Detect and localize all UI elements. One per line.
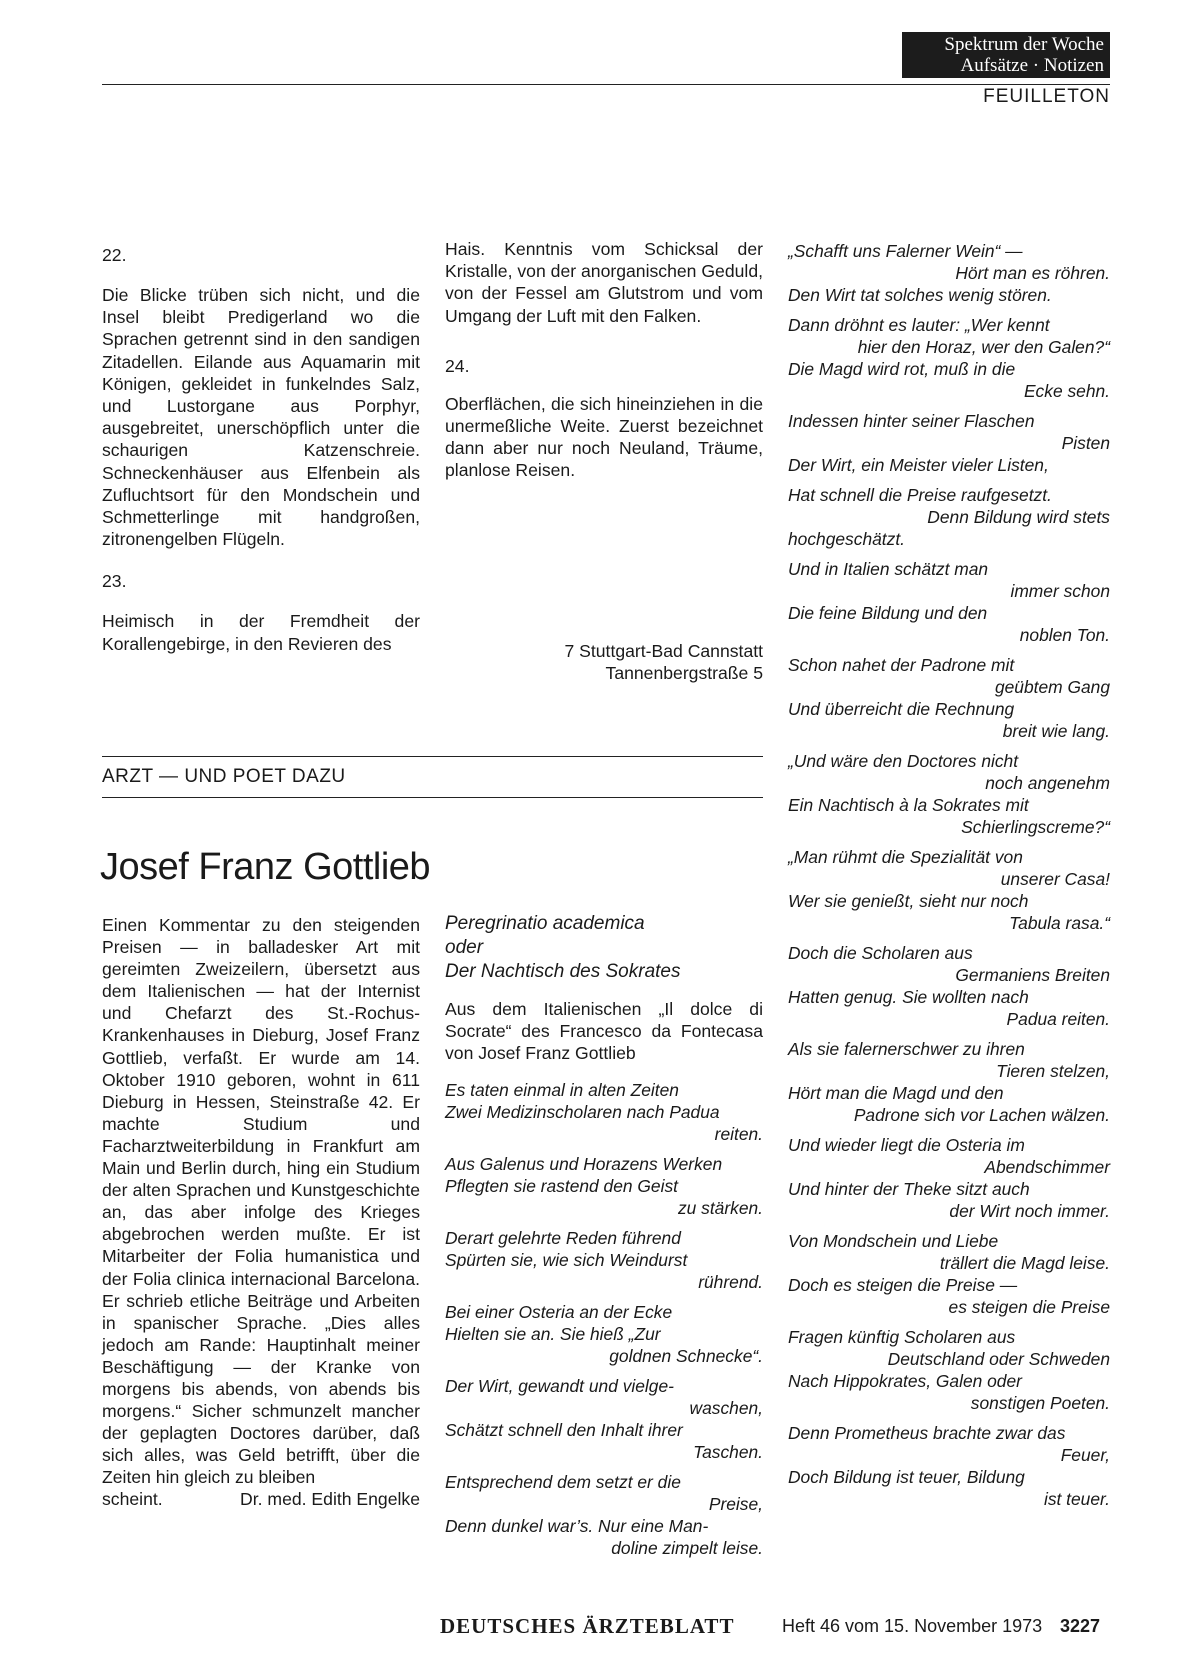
poem-line: waschen,	[689, 1397, 763, 1418]
poem-line: Von Mondschein und Liebe	[788, 1231, 999, 1251]
poem-line: Doch Bildung ist teuer, Bildung	[788, 1467, 1025, 1487]
poem-line: es steigen die Preise	[948, 1297, 1110, 1317]
poem-line: hochgeschätzt.	[788, 529, 905, 549]
article-body	[102, 914, 420, 1511]
poem-stanza	[445, 1301, 763, 1367]
category-label: FEUILLETON	[983, 86, 1110, 107]
poem-line: „Und wäre den Doctores nicht	[788, 751, 1019, 771]
article-body-text: Einen Kommentar zu den steigenden Preisen — in balladesker Art mit gereimten Zweizeilern, übersetzt aus dem Italienischen — hat der Internist und Chefarzt des St.-Rochus-Krankenhauses in Dieburg, Josef Franz Gottlieb, verfaßt. Er wurde am 14. Oktober 1910 geboren, wohnt in 611 Dieburg in Hessen, Steinstraße 42. Er machte Studium und Facharztweiterbildung in Frankfurt am Main und Berlin durch, hing ein Studium der alten Sprachen und Kunstgeschichte an, das aber infolge des Krieges abgebrochen werden mußte. Er ist Mitarbeiter der Folia humanistica und der Folia clinica internacional Barcelona. Er schrieb etliche Beiträge und Arbeiten in spanischer Sprache. „Dies alles jedoch am Rande: Hauptinhalt meiner Beschäftigung — der Kranke von morgens bis abends, von abends bis morgens.“ Sicher schmunzelt mancher der geplagten Doctores darüber, daß sich alles, was Geld betrifft, über die Zeiten hin gleich zu bleiben	[102, 915, 420, 1488]
poem-line: ist teuer.	[1043, 1489, 1110, 1509]
poem-stanza	[788, 484, 1110, 550]
address-line2: Tannenbergstraße 5	[605, 663, 763, 683]
poem-stanza	[788, 1038, 1110, 1126]
poem-line: Padrone sich vor Lachen wälzen.	[853, 1105, 1110, 1125]
poem-line: der Wirt noch immer.	[949, 1201, 1110, 1221]
author-address	[445, 640, 763, 684]
poem-stanza	[445, 1471, 763, 1559]
poem-line: Den Wirt tat solches wenig stören.	[788, 285, 1052, 305]
poem-stanza	[788, 558, 1110, 646]
poem-line: Ecke sehn.	[1023, 381, 1110, 401]
poem-stanza	[788, 654, 1110, 742]
poem-line: Indessen hinter seiner Flaschen	[788, 411, 1035, 431]
poem-line: Hielten sie an. Sie hieß „Zur	[445, 1323, 661, 1344]
poem-line: Germaniens Breiten	[955, 965, 1110, 985]
section-label-line1: Spektrum der Woche	[944, 34, 1104, 55]
poem-stanzas-col2	[445, 1079, 763, 1559]
poem-line: sonstigen Poeten.	[970, 1393, 1110, 1413]
poem-title-line1: Peregrinatio academica	[445, 913, 645, 934]
section-text-23-part1: Heimisch in der Fremdheit der Korallengebirge, in den Revieren des	[102, 611, 420, 654]
article-body-last-word: scheint.	[102, 1489, 163, 1510]
poem-stanza	[445, 1227, 763, 1293]
poem-line: Wer sie genießt, sieht nur noch	[788, 891, 1029, 911]
section-label	[902, 32, 1110, 78]
poem-line: „Schafft uns Falerner Wein“ —	[788, 241, 1023, 261]
prev-article-col2	[445, 238, 763, 482]
poem-line: hier den Horaz, wer den Galen?“	[857, 337, 1110, 357]
poem-line: Es taten einmal in alten Zeiten	[445, 1079, 679, 1100]
poem-line: Padua reiten.	[1006, 1009, 1110, 1029]
kicker-rule-bottom	[102, 797, 763, 798]
poem-line: Aus Galenus und Horazens Werken	[445, 1153, 723, 1174]
poem-line: Hat schnell die Preise raufgesetzt.	[788, 485, 1052, 505]
footer-page-number: 3227	[1060, 1616, 1101, 1636]
article-signature-row	[102, 1488, 420, 1510]
poem-line: immer schon	[1010, 581, 1110, 601]
poem-stanza	[788, 1134, 1110, 1222]
section-text-24: Oberflächen, die sich hineinziehen in die unermeßliche Weite. Zuerst bezeichnet dann aber nur noch Neuland, Träume, planlose Reisen.	[445, 393, 763, 481]
poem-stanza	[445, 1079, 763, 1145]
poem-line: Derart gelehrte Reden führend	[445, 1227, 681, 1248]
poem-stanza	[788, 1422, 1110, 1510]
poem-line: Und überreicht die Rechnung	[788, 699, 1015, 719]
poem-line: Preise,	[708, 1493, 763, 1514]
poem-title-line3: Der Nachtisch des Sokrates	[445, 961, 681, 982]
prev-article-col1	[102, 244, 420, 655]
poem-line: zu stärken.	[677, 1197, 763, 1218]
poem-stanzas-col3	[788, 240, 1110, 1518]
poem-line: geübtem Gang	[994, 677, 1110, 697]
article-author: Dr. med. Edith Engelke	[240, 1489, 420, 1510]
poem-line: Tabula rasa.“	[1009, 913, 1110, 933]
poem-line: Schierlingscreme?“	[961, 817, 1110, 837]
section-number-22: 22.	[102, 245, 127, 265]
poem-line: Bei einer Osteria an der Ecke	[445, 1301, 673, 1322]
poem-line: Schon nahet der Padrone mit	[788, 655, 1015, 675]
poem-stanza	[788, 1326, 1110, 1414]
poem-stanza	[788, 1230, 1110, 1318]
poem-stanza	[788, 942, 1110, 1030]
poem-line: Deutschland oder Schweden	[887, 1349, 1110, 1369]
poem-stanza	[788, 314, 1110, 402]
poem-line: rührend.	[698, 1271, 763, 1292]
poem-col2	[445, 912, 763, 1567]
poem-line: Dann dröhnt es lauter: „Wer kennt	[788, 315, 1050, 335]
section-number-24: 24.	[445, 355, 470, 376]
poem-source: Aus dem Italienischen „Il dolce di Socrate“ des Francesco da Fontecasa von Josef Franz Gottlieb	[445, 999, 763, 1064]
poem-line: Doch es steigen die Preise —	[788, 1275, 1018, 1295]
poem-line: Der Wirt, gewandt und vielge-	[445, 1375, 674, 1396]
poem-line: Und wieder liegt die Osteria im	[788, 1135, 1025, 1155]
poem-line: Schätzt schnell den Inhalt ihrer	[445, 1419, 683, 1440]
poem-line: Nach Hippokrates, Galen oder	[788, 1371, 1022, 1391]
poem-line: Tieren stelzen,	[996, 1061, 1110, 1081]
section-label-line2: Aufsätze · Notizen	[960, 55, 1104, 76]
poem-line: Die Magd wird rot, muß in die	[788, 359, 1016, 379]
poem-stanza	[788, 750, 1110, 838]
poem-line: Spürten sie, wie sich Weindurst	[445, 1249, 688, 1270]
poem-line: Pisten	[1061, 433, 1110, 453]
poem-line: goldnen Schnecke“.	[609, 1345, 763, 1366]
poem-line: Hört man die Magd und den	[788, 1083, 1004, 1103]
section-text-22: Die Blicke trüben sich nicht, und die Insel bleibt Predigerland wo die Sprachen getrennt sind in den sandigen Zitadellen. Eilande aus Aquamarin mit Königen, gekleidet in funkelndes Salz, und Lustorgane aus Porphyr, ausgebreitet, unerschöpflich unter die schaurigen Katzenschreie. Schneckenhäuser aus Elfenbein als Zufluchtsort für den Mondschein und Schmetterlinge mit handgroßen, zitronengelben Flügeln.	[102, 285, 420, 550]
header-rule	[102, 84, 1110, 85]
poem-line: doline zimpelt leise.	[611, 1537, 763, 1558]
poem-line: Der Wirt, ein Meister vieler Listen,	[788, 455, 1049, 475]
poem-line: „Man rühmt die Spezialität von	[788, 847, 1023, 867]
poem-line: Hatten genug. Sie wollten nach	[788, 987, 1029, 1007]
poem-stanza	[788, 410, 1110, 476]
footer-magazine: DEUTSCHES ÄRZTEBLATT	[440, 1614, 735, 1638]
poem-line: Abendschimmer	[984, 1157, 1110, 1177]
poem-line: Denn Bildung wird stets	[927, 507, 1110, 527]
poem-title-line2: oder	[445, 937, 484, 958]
poem-line: unserer Casa!	[1000, 869, 1110, 889]
poem-line: Und in Italien schätzt man	[788, 559, 989, 579]
poem-line: noblen Ton.	[1019, 625, 1110, 645]
poem-stanza	[445, 1153, 763, 1219]
poem-stanza	[788, 846, 1110, 934]
poem-line: Und hinter der Theke sitzt auch	[788, 1179, 1030, 1199]
poem-line: Entsprechend dem setzt er die	[445, 1471, 681, 1492]
poem-line: Denn dunkel war’s. Nur eine Man-	[445, 1515, 709, 1536]
poem-line: reiten.	[714, 1123, 763, 1144]
section-number-23: 23.	[102, 571, 127, 592]
poem-line: Hört man es röhren.	[955, 263, 1110, 283]
article-kicker: ARZT — UND POET DAZU	[102, 766, 346, 787]
poem-line: Doch die Scholaren aus	[788, 943, 973, 963]
poem-line: Als sie falernerschwer zu ihren	[788, 1039, 1025, 1059]
poem-line: Denn Prometheus brachte zwar das	[788, 1423, 1066, 1443]
poem-line: Die feine Bildung und den	[788, 603, 988, 623]
poem-line: Ein Nachtisch à la Sokrates mit	[788, 795, 1029, 815]
poem-line: Taschen.	[693, 1441, 763, 1462]
poem-line: noch angenehm	[985, 773, 1110, 793]
poem-line: breit wie lang.	[1002, 721, 1110, 741]
article-title: Josef Franz Gottlieb	[100, 846, 431, 888]
poem-line: Fragen künftig Scholaren aus	[788, 1327, 1016, 1347]
poem-line: Pflegten sie rastend den Geist	[445, 1175, 678, 1196]
poem-line: trällert die Magd leise.	[939, 1253, 1110, 1273]
poem-stanza	[445, 1375, 763, 1463]
address-line1: 7 Stuttgart-Bad Cannstatt	[564, 641, 763, 661]
poem-line: Zwei Medizinscholaren nach Padua	[445, 1101, 720, 1122]
section-text-23-part2: Hais. Kenntnis vom Schicksal der Kristalle, von der anorganischen Geduld, von der Fessel am Glutstrom und vom Umgang der Luft mit den Falken.	[445, 239, 763, 326]
poem-line: Feuer,	[1060, 1445, 1110, 1465]
poem-stanza	[788, 240, 1110, 306]
footer-issue: Heft 46 vom 15. November 1973	[782, 1616, 1043, 1636]
kicker-rule-top	[102, 756, 763, 757]
